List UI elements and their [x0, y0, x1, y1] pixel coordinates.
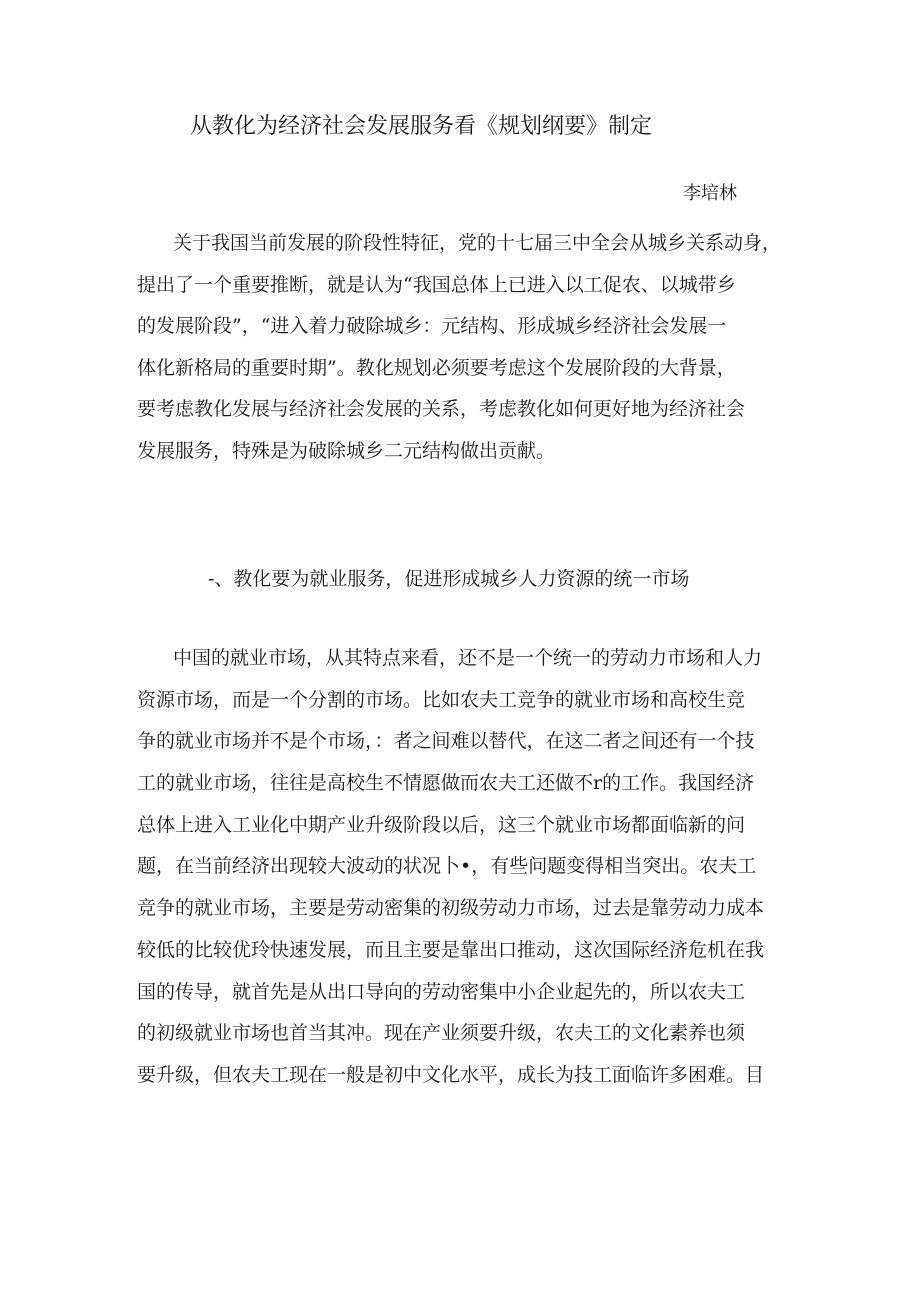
- paragraph-line: 较低的比较优玲快速发展，而且主要是靠出口推动，这次国际经济危机在我: [137, 938, 765, 961]
- paragraph-line: 资源市场，而是一个分割的市场。比如农夫工竞争的就业市场和高校生竞: [137, 688, 746, 711]
- paragraph-line: 中国的就业市场，从其特点来看，还不是一个统一的劳动力市场和人力: [173, 647, 763, 669]
- section-heading: -、教化要为就业服务，促进形成城乡人力资源的统一市场: [208, 568, 690, 590]
- author-name: 李培林: [683, 183, 737, 204]
- paragraph-line: 体化新格局的重要时期”。教化规划必须要考虑这个发展阶段的大背景，: [137, 356, 736, 379]
- paragraph-line: 提出了一个重要推断，就是认为“我国总体上已进入以工促农、以城带乡: [137, 273, 736, 296]
- paragraph-line: 工的就业市场，往往是高校生不情愿做而农夫工还做不r的工作。我国经济: [137, 772, 755, 795]
- paragraph-intro: [137, 223, 797, 472]
- document-title: 从教化为经济社会发展服务看《规划纲要》制定: [190, 114, 653, 139]
- paragraph-line: 争的就业市场并不是个市场，：者之间难以替代，在这二者之间还有一个技: [137, 730, 755, 753]
- paragraph-line: 竞争的就业市场，主要是劳动密集的初级劳动力市场，过去是靠劳动力成本: [137, 897, 765, 920]
- paragraph-line: 的初级就业市场也首当其冲。现在产业须要升级，农夫工的文化素养也须: [137, 1022, 746, 1045]
- paragraph-employment: [137, 638, 797, 1097]
- paragraph-line: 国的传导，就首先是从出口导向的劳动密集中小企业起先的，所以农夫工: [137, 980, 746, 1003]
- paragraph-line: 发展服务，特殊是为破除城乡二元结构做出贡献。: [137, 439, 556, 462]
- paragraph-line: 要升级，但农夫工现在一般是初中文化水平，成长为技工面临许多困难。目: [137, 1063, 765, 1086]
- paragraph-line: 要考虑教化发展与经济社会发展的关系，考虑教化如何更好地为经济社会: [137, 398, 746, 420]
- paragraph-line: 的发展阶段”，“进入着力破除城乡：元结构、形成城乡经济社会发展一: [137, 315, 727, 337]
- paragraph-line: 总体上进入工业化中期产业升级阶段以后，这三个就业市场都面临新的问: [137, 813, 746, 836]
- paragraph-line: 题，在当前经济出现较大波动的状况卜•，有些问题变得相当突出。农夫工: [137, 855, 757, 878]
- paragraph-line: 关于我国当前发展的阶段性特征，党的十七届三中全会从城乡关系动身，: [173, 232, 782, 254]
